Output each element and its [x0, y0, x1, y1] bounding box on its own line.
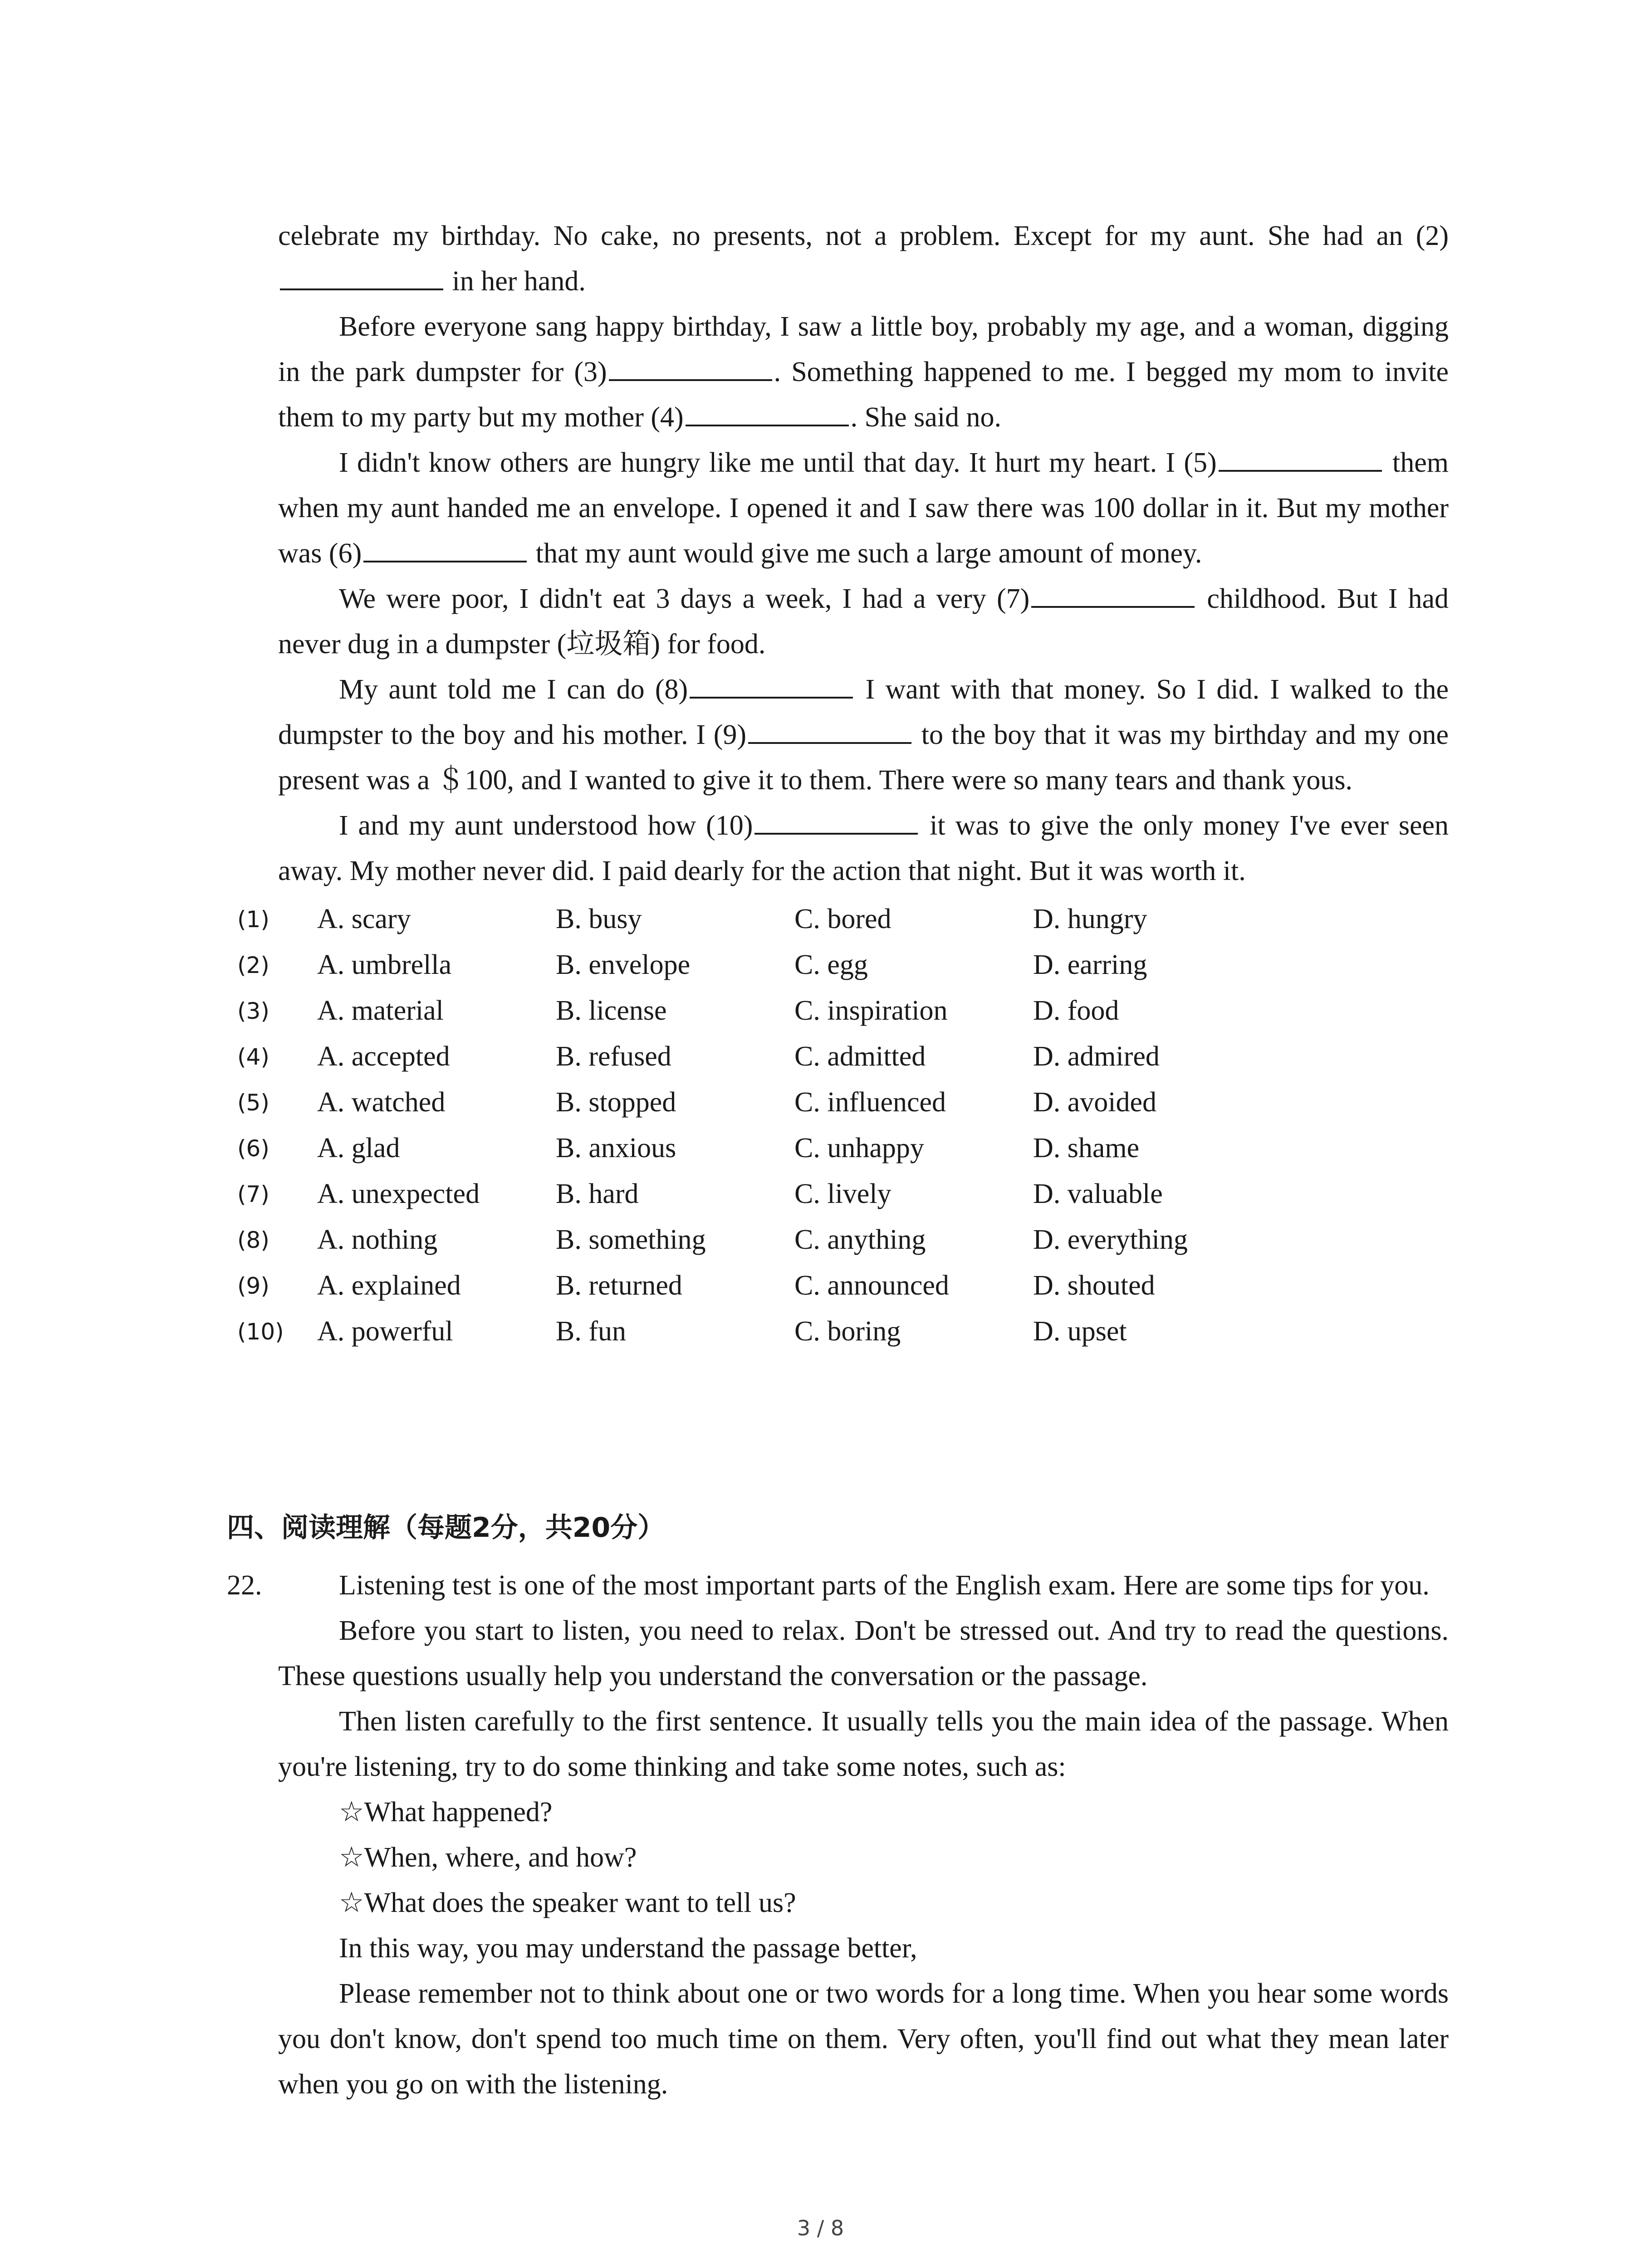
option-choice-a[interactable]: A. umbrella	[317, 949, 452, 980]
paragraph-text: My aunt told me I can do (8)	[339, 674, 688, 705]
option-row	[237, 1034, 1449, 1080]
option-choice-d[interactable]: D. avoided	[1033, 1087, 1157, 1118]
option-choice-c[interactable]: C. influenced	[794, 1087, 946, 1118]
paragraph-text: to the boy that it was my birthday and my one present was a ＄100, and I wanted to give it to them. There were so many tears and thank yous.	[278, 719, 1449, 796]
option-choice-c[interactable]: C. egg	[794, 949, 868, 980]
option-choice-d[interactable]: D. shouted	[1033, 1270, 1155, 1301]
reading-passage	[278, 1563, 1449, 2107]
question-number: 22.	[227, 1570, 262, 1601]
option-number: (1)	[237, 906, 269, 933]
option-choice-b[interactable]: B. refused	[556, 1041, 671, 1072]
option-choice-b[interactable]: B. hard	[556, 1178, 639, 1209]
option-number: (7)	[237, 1181, 269, 1207]
option-choice-b[interactable]: B. stopped	[556, 1087, 676, 1118]
cloze-paragraph	[278, 576, 1449, 667]
option-choice-c[interactable]: C. boring	[794, 1316, 901, 1347]
reading-paragraph: In this way, you may understand the passage better,	[339, 1933, 917, 1964]
cloze-paragraph	[278, 440, 1449, 576]
page-number: 3 / 8	[797, 2216, 844, 2240]
reading-paragraph: ☆When, where, and how?	[339, 1842, 637, 1873]
option-choice-d[interactable]: D. upset	[1033, 1316, 1127, 1347]
paragraph-text: We were poor, I didn't eat 3 days a week, I had a very (7)	[339, 583, 1030, 614]
paragraph-text: I want with that money. So I did. I walked to the dumpster to the boy and his mother. I (9)	[278, 674, 1449, 750]
reading-paragraph: ☆What does the speaker want to tell us?	[339, 1887, 796, 1918]
option-choice-d[interactable]: D. everything	[1033, 1224, 1188, 1255]
option-choice-b[interactable]: B. busy	[556, 904, 642, 934]
answer-blank[interactable]	[686, 399, 849, 426]
option-choice-c[interactable]: C. admitted	[794, 1041, 926, 1072]
cloze-paragraph	[278, 213, 1449, 304]
option-choice-a[interactable]: A. accepted	[317, 1041, 450, 1072]
answer-blank[interactable]	[1219, 445, 1382, 472]
paragraph-text: in her hand.	[445, 266, 586, 297]
paragraph-text: . Something happened to me. I begged my mom to invite them to my party but my mother (4)	[278, 357, 1449, 433]
option-choice-b[interactable]: B. anxious	[556, 1133, 676, 1163]
option-choice-a[interactable]: A. watched	[317, 1087, 446, 1118]
option-row	[237, 1263, 1449, 1309]
option-row	[237, 896, 1449, 942]
option-choice-d[interactable]: D. earring	[1033, 949, 1147, 980]
reading-paragraph: Listening test is one of the most important parts of the English exam. Here are some tips for you.	[339, 1570, 1430, 1601]
option-choice-a[interactable]: A. powerful	[317, 1316, 453, 1347]
option-choice-c[interactable]: C. lively	[794, 1178, 892, 1209]
option-choice-a[interactable]: A. explained	[317, 1270, 461, 1301]
option-row	[237, 1080, 1449, 1125]
cloze-paragraph	[278, 667, 1449, 803]
paragraph-text: celebrate my birthday. No cake, no presents, not a problem. Except for my aunt. She had an (2)	[278, 220, 1449, 251]
option-row	[237, 1125, 1449, 1171]
paragraph-text: them when my aunt handed me an envelope. I opened it and I saw there was 100 dollar in it. But my mother was (6)	[278, 447, 1449, 569]
option-choice-a[interactable]: A. unexpected	[317, 1178, 480, 1209]
cloze-paragraph	[278, 304, 1449, 440]
answer-blank[interactable]	[280, 263, 443, 290]
paragraph-text: Before everyone sang happy birthday, I saw a little boy, probably my age, and a woman, digging in the park dumpster for (3)	[278, 311, 1449, 387]
reading-paragraph: Please remember not to think about one or two words for a long time. When you hear some words you don't know, don't spend too much time on them. Very often, you'll find out what they mean later when you go on with the listening.	[278, 1978, 1449, 2100]
option-choice-c[interactable]: C. bored	[794, 904, 892, 934]
option-number: (9)	[237, 1272, 269, 1299]
option-row	[237, 988, 1449, 1034]
cloze-passage	[237, 213, 1449, 1354]
paragraph-text: I and my aunt understood how (10)	[339, 810, 753, 841]
paragraph-text: . She said no.	[850, 402, 1002, 433]
paragraph-text: it was to give the only money I've ever seen away. My mother never did. I paid dearly for the action that night. But it was worth it.	[278, 810, 1449, 886]
cloze-paragraphs	[278, 213, 1449, 894]
option-row	[237, 1309, 1449, 1354]
option-choice-c[interactable]: C. inspiration	[794, 995, 948, 1026]
answer-blank[interactable]	[754, 807, 918, 835]
option-number: (10)	[237, 1318, 284, 1345]
option-number: (3)	[237, 997, 269, 1024]
reading-paragraph: Before you start to listen, you need to relax. Don't be stressed out. And try to read the questions. These questions usually help you understand the conversation or the passage.	[278, 1615, 1449, 1691]
option-choice-c[interactable]: C. unhappy	[794, 1133, 924, 1163]
option-choice-d[interactable]: D. hungry	[1033, 904, 1147, 934]
option-choice-c[interactable]: C. anything	[794, 1224, 926, 1255]
option-choice-b[interactable]: B. returned	[556, 1270, 682, 1301]
option-number: (5)	[237, 1089, 269, 1116]
paragraph-text: I didn't know others are hungry like me until that day. It hurt my heart. I (5)	[339, 447, 1217, 478]
answer-blank[interactable]	[363, 535, 527, 562]
paragraph-text: that my aunt would give me such a large amount of money.	[529, 538, 1202, 569]
paragraph-text: childhood. But I had never dug in a dumpster (垃圾箱) for food.	[278, 583, 1449, 660]
option-choice-b[interactable]: B. something	[556, 1224, 706, 1255]
option-choice-b[interactable]: B. envelope	[556, 949, 691, 980]
option-row	[237, 1171, 1449, 1217]
option-number: (4)	[237, 1043, 269, 1070]
answer-blank[interactable]	[690, 671, 853, 699]
option-choice-d[interactable]: D. food	[1033, 995, 1119, 1026]
option-number: (6)	[237, 1135, 269, 1162]
option-choice-b[interactable]: B. fun	[556, 1316, 626, 1347]
option-row	[237, 942, 1449, 988]
option-choice-a[interactable]: A. scary	[317, 904, 411, 934]
option-choice-a[interactable]: A. nothing	[317, 1224, 438, 1255]
cloze-paragraph	[278, 803, 1449, 894]
option-choice-d[interactable]: D. admired	[1033, 1041, 1160, 1072]
option-choice-d[interactable]: D. shame	[1033, 1133, 1140, 1163]
answer-blank[interactable]	[1031, 581, 1195, 608]
option-row	[237, 1217, 1449, 1263]
option-choice-a[interactable]: A. material	[317, 995, 444, 1026]
reading-paragraph: Then listen carefully to the first sentence. It usually tells you the main idea of the passage. When you're listening, try to do some thinking and take some notes, such as:	[278, 1706, 1449, 1782]
cloze-options	[237, 896, 1449, 1354]
option-choice-c[interactable]: C. announced	[794, 1270, 949, 1301]
option-choice-d[interactable]: D. valuable	[1033, 1178, 1163, 1209]
answer-blank[interactable]	[609, 354, 772, 381]
option-choice-a[interactable]: A. glad	[317, 1133, 400, 1163]
section-title: 四、阅读理解（每题2分，共20分）	[227, 1512, 665, 1544]
reading-paragraph: ☆What happened?	[339, 1797, 553, 1828]
answer-blank[interactable]	[748, 717, 911, 744]
option-number: (8)	[237, 1227, 269, 1253]
option-choice-b[interactable]: B. license	[556, 995, 667, 1026]
option-number: (2)	[237, 952, 269, 978]
